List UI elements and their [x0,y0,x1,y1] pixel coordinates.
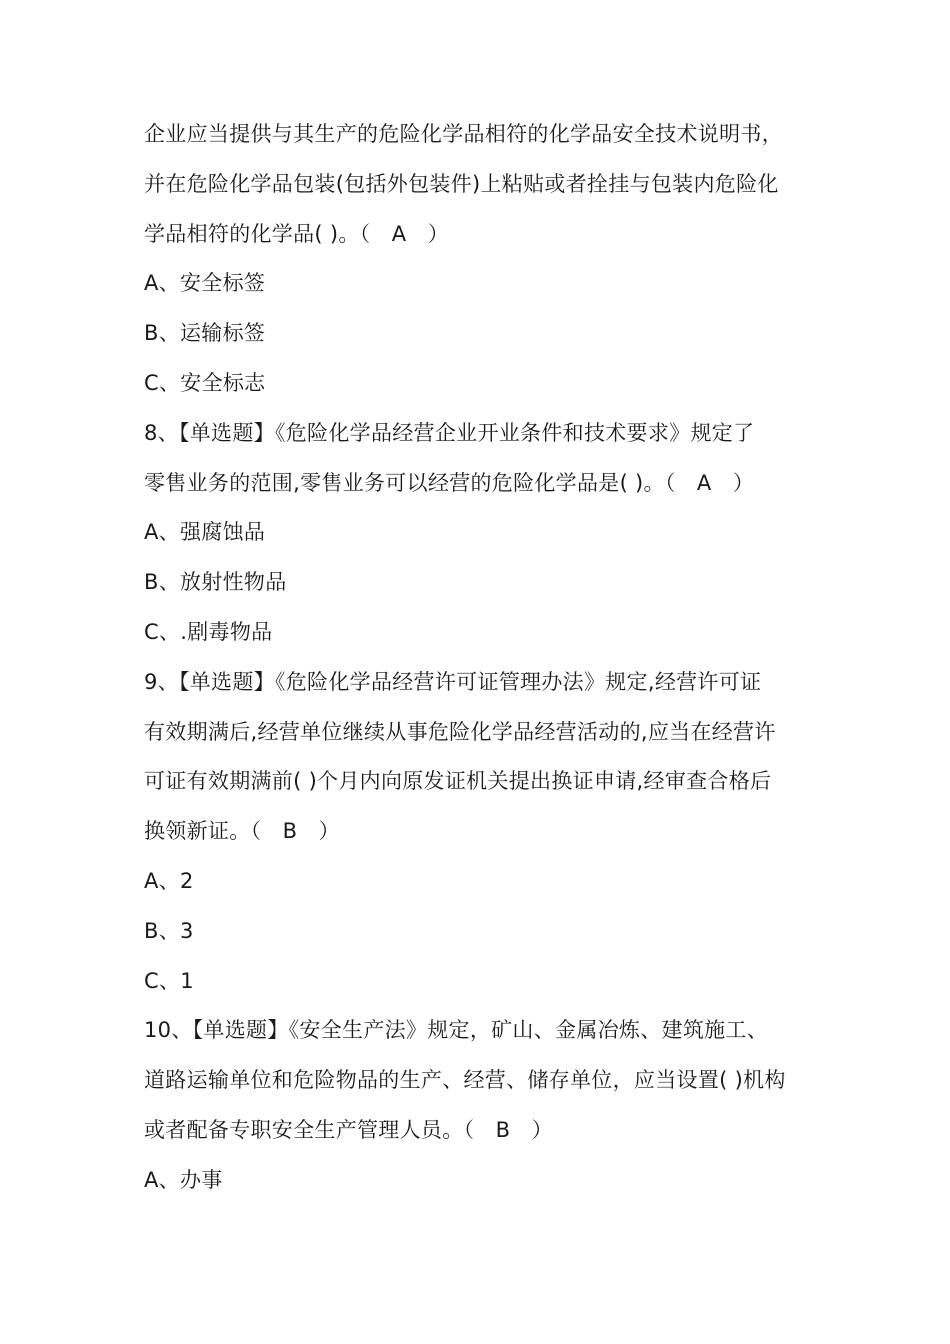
q10-stem-line-2: 道路运输单位和危险物品的生产、经营、储存单位，应当设置( )机构 [144,1068,786,1093]
q8-option-a: A、强腐蚀品 [144,520,266,545]
q10-option-a: A、办事 [144,1167,223,1192]
q9-option-a: A、2 [144,868,194,893]
q9-stem-line-3: 可证有效期满前( )个月内向原发证机关提出换证申请,经审查合格后 [144,769,772,794]
q9-option-b: B、3 [144,918,194,943]
q7-stem-line-1: 企业应当提供与其生产的危险化学品相符的化学品安全技术说明书， [144,122,783,146]
q8-option-b: B、放射性物品 [144,570,287,595]
q7-option-a: A、安全标签 [144,271,266,296]
q9-stem-line-4: 换领新证。（ B ） [144,819,340,844]
q10-stem-line-1: 10、【单选题】《安全生产法》规定，矿山、金属冶炼、建筑施工、 [144,1018,769,1043]
q8-stem-line-2: 零售业务的范围,零售业务可以经营的危险化学品是( )。（ A ） [144,470,755,495]
q10-stem-line-3: 或者配备专职安全生产管理人员。（ B ） [144,1117,553,1142]
q8-stem-line-1: 8、【单选题】《危险化学品经营企业开业条件和技术要求》规定了 [144,420,755,445]
q9-stem-line-2: 有效期满后,经营单位继续从事危险化学品经营活动的,应当在经营许 [144,719,776,744]
q7-option-c: C、安全标志 [144,370,266,395]
q7-stem-line-3: 学品相符的化学品( )。（ A ） [144,221,450,246]
q9-stem-line-1: 9、【单选题】《危险化学品经营许可证管理办法》规定,经营许可证 [144,669,762,694]
q7-stem-line-2: 并在危险化学品包装(包括外包装件)上粘贴或者拴挂与包装内危险化 [144,171,779,196]
q8-option-c: C、.剧毒物品 [144,619,273,644]
document-page [144,110,814,1206]
q7-option-b: B、运输标签 [144,321,266,346]
q9-option-c: C、1 [144,968,194,993]
